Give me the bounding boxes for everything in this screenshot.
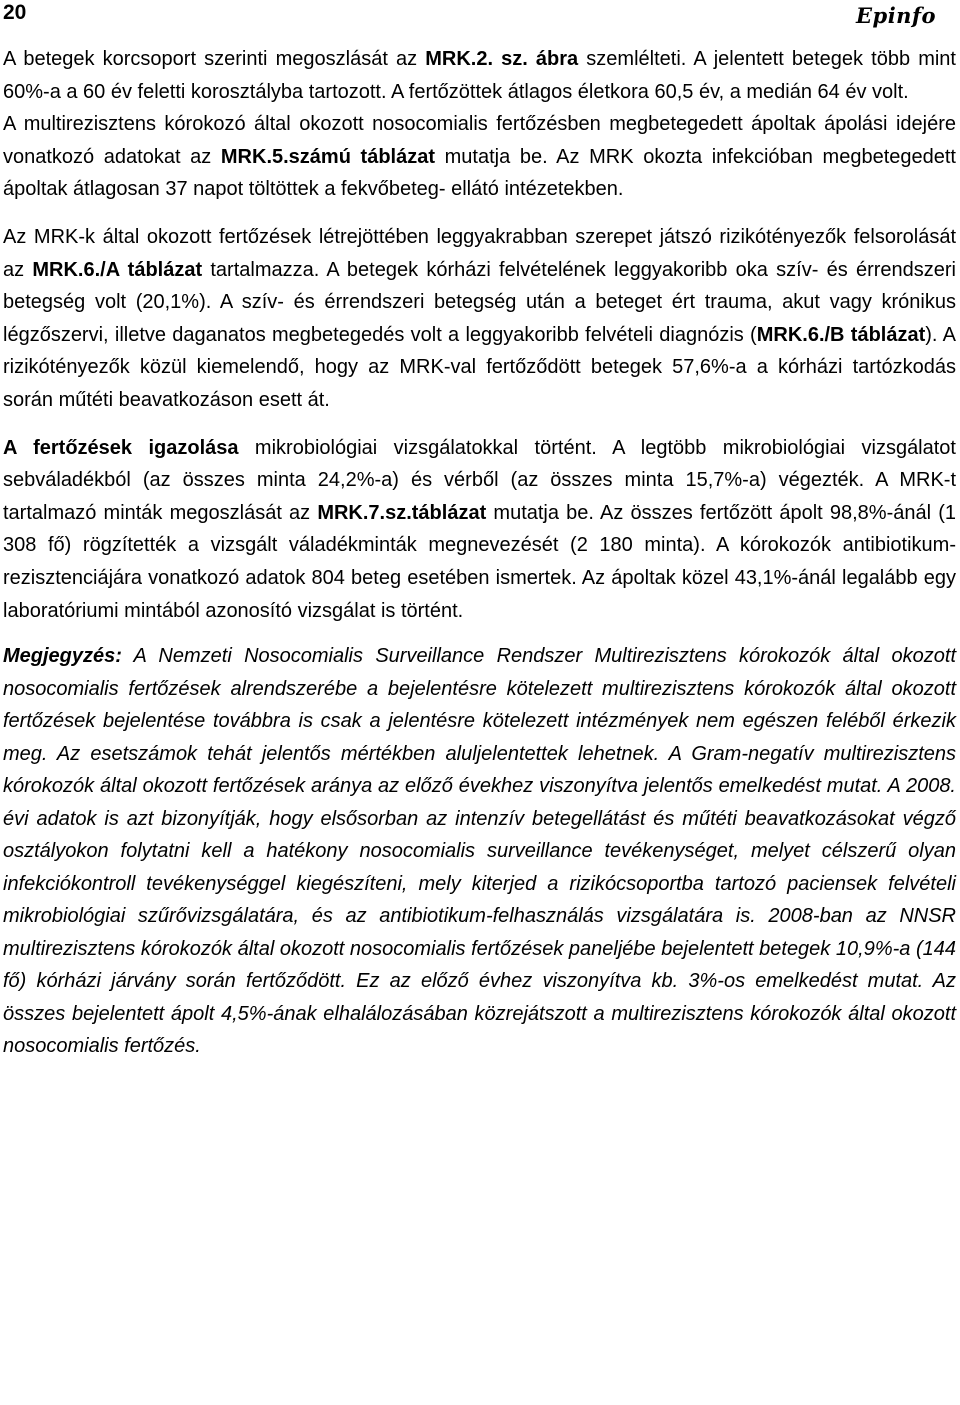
text-run: A betegek korcsoport szerinti megoszlását az [3, 48, 426, 70]
bold-text: MRK.6./B táblázat [756, 323, 926, 346]
text-run: tartalmazza. A betegek kórházi felvételének leggyakoribb oka szív- és érrendszeri betegség volt (20,1%). A szív- és érrendszeri betegség után a beteget ért trauma, akut vagy krónikus légzőszervi, illetve daganatos megbetegedés volt a leggyakoribb felvételi diagnózis ( [3, 258, 957, 346]
bold-text: MRK.2. sz. ábra [425, 48, 579, 70]
paragraph [3, 43, 956, 108]
page-header [0, 0, 960, 40]
document-body [3, 43, 956, 1063]
paragraph [3, 432, 956, 628]
note-paragraph [3, 640, 956, 1063]
page-number: 20 [3, 1, 27, 24]
text-run: mutatja be. Az összes fertőzött ápolt 98,8%-ánál (1 308 fő) rögzítették a vizsgált váladékminták megnevezését (2 180 minta). A kórokozók antibiotikum-rezisztenciájára vonatkozó adatok 804 beteg esetében ismertek. Az ápoltak közel 43,1%-ánál legalább egy laboratóriumi mintából azonosító vizsgálat is történt. [3, 501, 956, 622]
text-run: A Nemzeti Nosocomialis Surveillance Rendszer Multirezisztens kórokozók által okozott nosocomialis fertőzések alrendszerébe a bejelentésre kötelezett multirezisztens kórokozók által okozott fertőzések bejelentése továbbra is csak a jelentésre kötelezett intézmények nem egészen feléből érkezik meg. Az esetszámok tehát jelentős mértékben aluljelentettek lehetnek. A Gram-negatív multirezisztens kórokozók által okozott fertőzések aránya az előző évekhez viszonyítva jelentős emelkedést mutat. A 2008. évi adatok is azt bizonyítják, hogy elsősorban az intenzív betegellátást és műtéti beavatkozásokat végző osztályokon folytatni kell a hatékony nosocomialis surveillance tevékenységet, melyet célszerű olyan infekciókontroll tevékenységgel kiegészíteni, mely kiterjed a rizikócsoportba tartozó paciensek felvételi mikrobiológiai szűrővizsgálatára, és az antibiotikum-felhasználás vizsgálatára is. 2008-ban az NNSR multirezisztens kórokozók által okozott nosocomialis fertőzések paneljébe bejelentett betegek 10,9%-a (144 fő) kórházi járvány során fertőződött. Ez az előző évhez viszonyítva kb. 3%-os emelkedést mutat. Az összes bejelentett ápolt 4,5%-ának elhalálozásában közrejátszott a multirezisztens kórokozók által okozott nosocomialis fertőzés. [3, 645, 956, 1058]
text-run: szemlélteti. A jelentett betegek több mint 60%-a a 60 év feletti korosztályba tartozott. A fertőzöttek átlagos életkora 60,5 év, a medián 64 év volt. [3, 48, 956, 103]
paragraph [3, 221, 956, 417]
text-run: ). A rizikótényezők közül kiemelendő, hogy az MRK-val fertőződött betegek 57,6%-a a kórházi tartózkodás során műtéti beavatkozáson esett át. [3, 323, 957, 411]
bold-text: MRK.6./A táblázat [32, 258, 203, 281]
text-run: A multirezisztens kórokozó által okozott nosocomialis fertőzésben megbetegedett ápoltak ápolási idejére vonatkozó adatokat az [3, 113, 956, 168]
paragraph [3, 108, 956, 206]
bold-text: MRK.5.számú táblázat [220, 145, 436, 168]
epinfo-logo: Epinfo [856, 3, 936, 28]
text-run: Az MRK-k által okozott fertőzések létrejöttében leggyakrabban szerepet játszó rizikótényezők felsorolását az [3, 225, 956, 281]
bold-text: Megjegyzés: [3, 645, 122, 668]
text-run: mikrobiológiai vizsgálatokkal történt. A legtöbb mikrobiológiai vizsgálatot sebváladékból (az összes minta 24,2%-a) és vérből (az összes minta 15,7%-a) végezték. A MRK-t tartalmazó minták megoszlását az [3, 436, 956, 524]
text-run: mutatja be. Az MRK okozta infekcióban megbetegedett ápoltak átlagosan 37 napot töltöttek a fekvőbeteg- ellátó intézetekben. [3, 145, 956, 201]
bold-text: A fertőzések igazolása [3, 436, 239, 459]
bold-text: MRK.7.sz.táblázat [317, 501, 487, 524]
